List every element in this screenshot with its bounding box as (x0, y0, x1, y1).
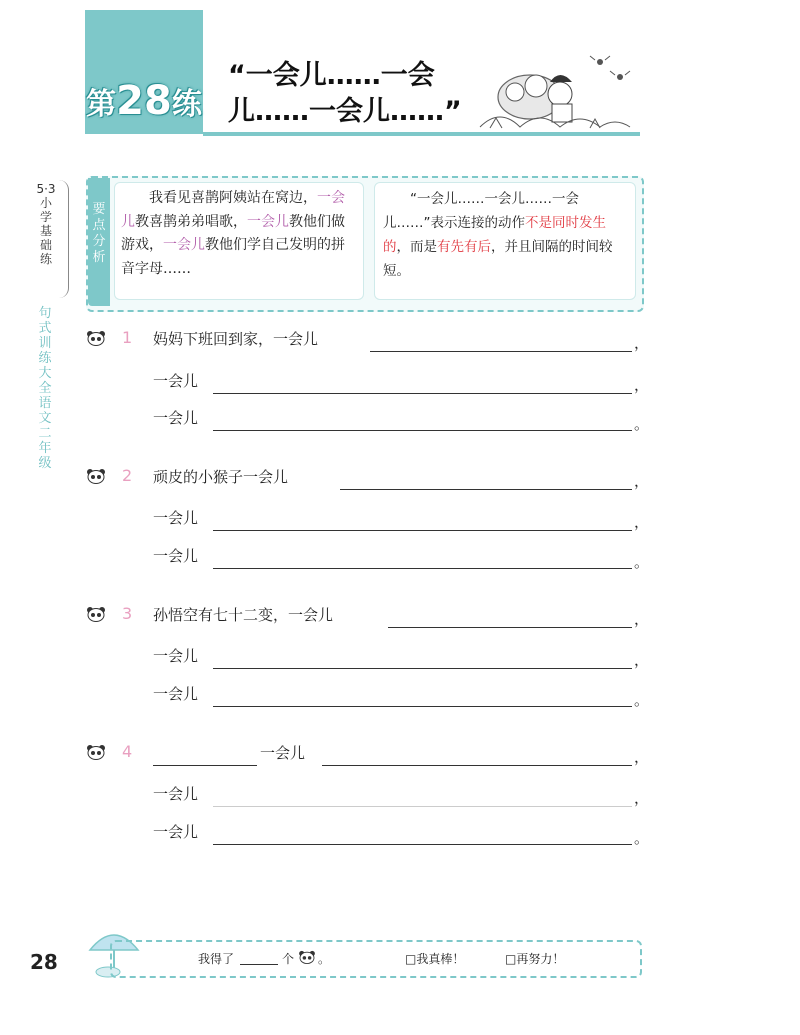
question-stem: 孙悟空有七十二变，一会儿 (153, 606, 334, 624)
line-prompt: 一会儿 (153, 509, 199, 527)
question-stem: 妈妈下班回到家，一会儿 (153, 330, 319, 348)
answer-blank[interactable] (213, 529, 632, 531)
answer-blank[interactable] (213, 392, 632, 394)
punctuation: 。 (634, 415, 650, 433)
punctuation: ， (634, 748, 650, 766)
answer-blank[interactable] (213, 705, 632, 707)
answer-blank[interactable] (213, 567, 632, 569)
book-name: 5·3小学基础练 (36, 182, 56, 266)
panda-icon (86, 330, 106, 346)
question-number: 1 (122, 328, 133, 347)
title-underline (203, 132, 640, 136)
line-prompt: 一会儿 (153, 647, 199, 665)
checkbox-great[interactable]: □我真棒！ (405, 952, 465, 966)
answer-blank[interactable] (322, 764, 632, 766)
line-prompt: 一会儿 (153, 785, 199, 803)
highlight-phrase: 一会儿 (163, 237, 205, 253)
punctuation: 。 (634, 553, 650, 571)
highlight-phrase: 不是同时发生的 (383, 215, 606, 255)
question-number: 4 (122, 742, 133, 761)
highlight-phrase: 一会儿 (247, 213, 289, 230)
answer-blank[interactable] (153, 764, 257, 766)
punctuation: ， (634, 513, 650, 531)
kids-reading-illustration (470, 42, 640, 134)
punctuation: ， (634, 472, 650, 490)
line-prompt: 一会儿 (153, 547, 199, 565)
title-line-2: 儿……一会儿……” (228, 96, 462, 127)
answer-blank[interactable] (213, 667, 632, 669)
answer-blank[interactable] (370, 350, 632, 352)
line-prompt: 一会儿 (153, 372, 199, 390)
line-prompt: 一会儿 (153, 409, 199, 427)
line-prompt: 一会儿 (153, 685, 199, 703)
question-stem: 一会儿 (260, 744, 306, 762)
example-sentence: 我看见喜鹊阿姨站在窝边，一会儿教喜鹊弟弟唱歌，一会儿教他们做游戏，一会儿教他们学自己发明的拼音字母…… (114, 182, 364, 300)
panda-icon (298, 950, 316, 964)
punctuation: ， (634, 789, 650, 807)
score-end: 。 (318, 952, 331, 966)
highlight-phrase: 有先有后 (437, 239, 491, 255)
punctuation: ， (634, 376, 650, 394)
answer-blank[interactable] (213, 429, 632, 431)
score-prefix: 我得了 (198, 952, 235, 966)
series-name: 句式训练大全 语文 二年级 (38, 306, 52, 471)
answer-blank[interactable] (388, 626, 632, 628)
highlight-phrase: 一会儿 (121, 190, 345, 230)
lesson-number-label: 第28练 (86, 78, 202, 124)
page-number: 28 (30, 950, 58, 974)
punctuation: 。 (634, 691, 650, 709)
punctuation: 。 (634, 829, 650, 847)
question-number: 2 (122, 466, 133, 485)
panda-icon (86, 606, 106, 622)
punctuation: ， (634, 334, 650, 352)
answer-blank[interactable] (213, 805, 632, 807)
checkbox-try-harder[interactable]: □再努力！ (505, 952, 565, 966)
panda-icon (86, 468, 106, 484)
question-number: 3 (122, 604, 133, 623)
score-blank[interactable] (240, 963, 278, 965)
page-title (228, 58, 473, 130)
side-brace (58, 180, 69, 298)
line-prompt: 一会儿 (153, 823, 199, 841)
key-analysis-tab: 要点分析 (88, 178, 110, 306)
title-line-1: “一会儿……一会 (228, 60, 435, 91)
lesson-badge (85, 10, 203, 134)
panda-icon (86, 744, 106, 760)
answer-blank[interactable] (213, 843, 632, 845)
question-stem: 顽皮的小猴子一会儿 (153, 468, 289, 486)
punctuation: ， (634, 651, 650, 669)
usage-explanation: “一会儿……一会儿……一会儿……”表示连接的动作不是同时发生的，而是有先有后，并且间隔的时间较短。 (374, 182, 636, 300)
punctuation: ， (634, 610, 650, 628)
score-suffix: 个 (282, 952, 295, 966)
answer-blank[interactable] (340, 488, 632, 490)
